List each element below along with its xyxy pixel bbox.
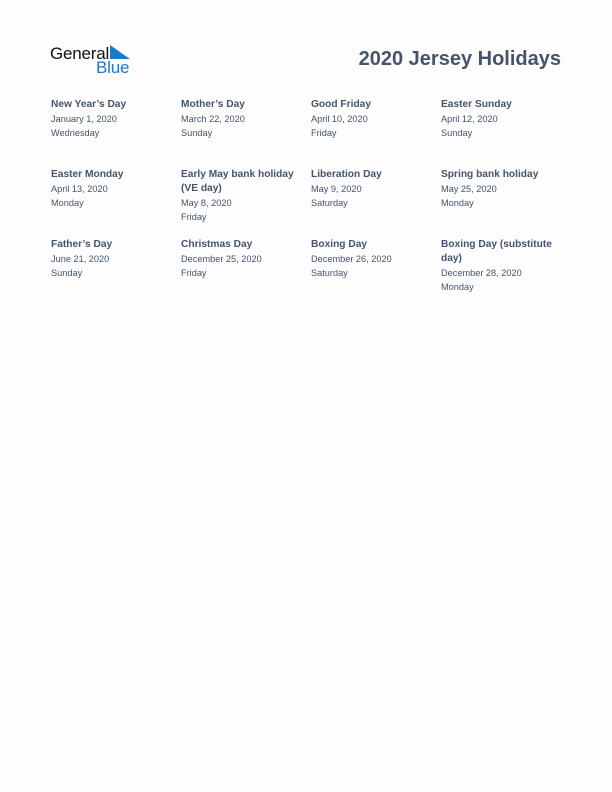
holiday-item bbox=[441, 98, 571, 168]
holiday-name: Christmas Day bbox=[181, 239, 253, 250]
holiday-name: Easter Monday bbox=[51, 169, 124, 180]
holiday-date: April 13, 2020 bbox=[51, 184, 108, 194]
holiday-item bbox=[441, 238, 571, 308]
holiday-name: Spring bank holiday bbox=[441, 169, 539, 180]
holiday-item bbox=[181, 168, 311, 238]
holiday-name: Boxing Day bbox=[311, 239, 368, 250]
holiday-date: March 22, 2020 bbox=[181, 114, 245, 124]
holiday-name: Mother’s Day bbox=[181, 99, 245, 110]
holiday-weekday: Friday bbox=[181, 212, 207, 222]
holiday-name: Liberation Day bbox=[311, 169, 382, 180]
holiday-weekday: Saturday bbox=[311, 198, 348, 208]
logo-text-blue: Blue bbox=[96, 58, 130, 77]
holiday-date: April 12, 2020 bbox=[441, 114, 498, 124]
holiday-item bbox=[311, 238, 441, 308]
holiday-item bbox=[51, 98, 181, 168]
holiday-weekday: Sunday bbox=[441, 128, 473, 138]
holiday-name: Easter Sunday bbox=[441, 99, 512, 110]
holiday-date: May 8, 2020 bbox=[181, 198, 232, 208]
holiday-item bbox=[311, 98, 441, 168]
holiday-grid bbox=[51, 98, 571, 308]
holiday-date: May 25, 2020 bbox=[441, 184, 497, 194]
holiday-weekday: Saturday bbox=[311, 268, 348, 278]
holiday-item bbox=[51, 238, 181, 308]
holiday-date: June 21, 2020 bbox=[51, 254, 110, 264]
holiday-weekday: Wednesday bbox=[51, 128, 100, 138]
holiday-date: December 28, 2020 bbox=[441, 268, 522, 278]
holiday-date: May 9, 2020 bbox=[311, 184, 362, 194]
holiday-item bbox=[441, 168, 571, 238]
holiday-date: April 10, 2020 bbox=[311, 114, 368, 124]
holiday-item bbox=[181, 238, 311, 308]
holiday-name: Early May bank holiday (VE day) bbox=[181, 169, 294, 194]
holiday-name: New Year’s Day bbox=[51, 99, 127, 110]
logo bbox=[50, 42, 140, 78]
logo-triangle-icon bbox=[110, 45, 130, 59]
holiday-weekday: Sunday bbox=[181, 128, 213, 138]
holiday-date: January 1, 2020 bbox=[51, 114, 117, 124]
holiday-item bbox=[181, 98, 311, 168]
holiday-weekday: Monday bbox=[441, 282, 474, 292]
holiday-name: Good Friday bbox=[311, 99, 371, 110]
holiday-weekday: Sunday bbox=[51, 268, 83, 278]
logo-text-general: General bbox=[50, 44, 110, 63]
holiday-item bbox=[311, 168, 441, 238]
holiday-item bbox=[51, 168, 181, 238]
holiday-weekday: Friday bbox=[181, 268, 207, 278]
page-title: 2020 Jersey Holidays bbox=[358, 48, 561, 70]
holiday-date: December 25, 2020 bbox=[181, 254, 262, 264]
holiday-weekday: Monday bbox=[441, 198, 474, 208]
holiday-weekday: Friday bbox=[311, 128, 337, 138]
holiday-name: Father’s Day bbox=[51, 239, 113, 250]
holiday-name: Boxing Day (substitute day) bbox=[441, 239, 552, 264]
holiday-weekday: Monday bbox=[51, 198, 84, 208]
holiday-date: December 26, 2020 bbox=[311, 254, 392, 264]
